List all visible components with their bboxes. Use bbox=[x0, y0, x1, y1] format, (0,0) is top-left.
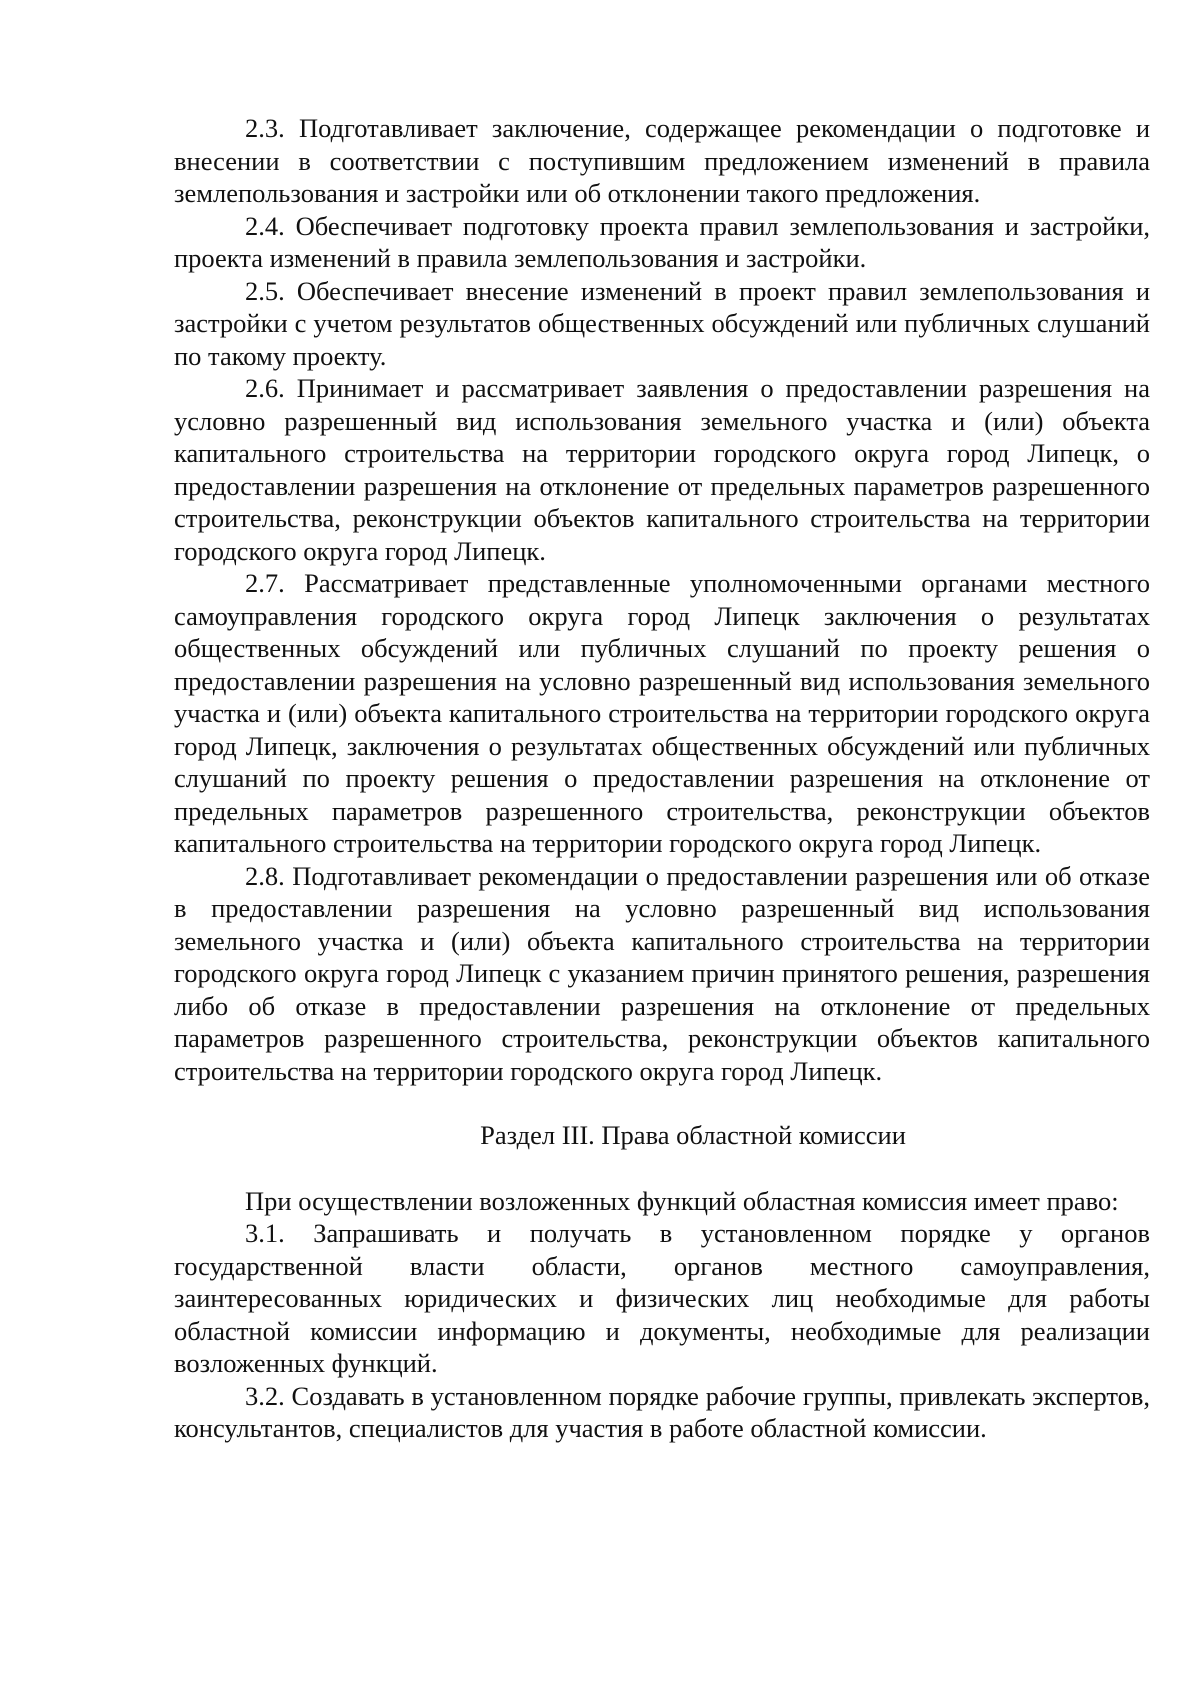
section-title: Раздел III. Права областной комиссии bbox=[480, 1120, 906, 1150]
paragraph-2-3: 2.3. Подготавливает заключение, содержащее рекомендации о подготовке и внесении в соответствии с поступившим предложением изменений в правила землепользования и застройки или об отклонении такого предложения. bbox=[174, 113, 1150, 208]
paragraph-2-8: 2.8. Подготавливает рекомендации о предоставлении разрешения или об отказе в предоставлении разрешения на условно разрешенный вид использования земельного участка и (или) объекта капитального строительства на территории городского округа город Липецк с указанием причин принятого решения, разрешения либо об отказе в предоставлении разрешения на отклонение от предельных параметров разрешенного строительства, реконструкции объектов капитального строительства на территории городского округа город Липецк. bbox=[174, 860, 1150, 1086]
paragraph-2-7: 2.7. Рассматривает представленные уполномоченными органами местного самоуправления городского округа город Липецк заключения о результатах общественных обсуждений или публичных слушаний по проекту решения о предоставлении разрешения на условно разрешенный вид использования земельного участка и (или) объекта капитального строительства на территории городского округа город Липецк, заключения о результатах общественных обсуждений или публичных слушаний по проекту решения о предоставлении разрешения на отклонение от предельных параметров разрешенного строительства, реконструкции объектов капитального строительства на территории городского округа город Липецк. bbox=[174, 568, 1150, 858]
paragraph-3-1: 3.1. Запрашивать и получать в установленном порядке у органов государственной власти области, органов местного самоуправления, заинтересованных юридических и физических лиц необходимые для работы областной комиссии информацию и документы, необходимые для реализации возложенных функций. bbox=[174, 1218, 1150, 1378]
document-page bbox=[174, 112, 1150, 1445]
paragraph-3-2: 3.2. Создавать в установленном порядке рабочие группы, привлекать экспертов, консультантов, специалистов для участия в работе областной комиссии. bbox=[174, 1380, 1150, 1443]
paragraph-section-intro: При осуществлении возложенных функций областная комиссия имеет право: bbox=[245, 1185, 1119, 1216]
paragraph-2-5: 2.5. Обеспечивает внесение изменений в проект правил землепользования и застройки с учетом результатов общественных обсуждений или публичных слушаний по такому проекту. bbox=[174, 275, 1150, 371]
paragraph-2-4: 2.4. Обеспечивает подготовку проекта правил землепользования и застройки, проекта изменений в правила землепользования и застройки. bbox=[174, 210, 1150, 273]
paragraph-2-6: 2.6. Принимает и рассматривает заявления о предоставлении разрешения на условно разрешенный вид использования земельного участка и (или) объекта капитального строительства на территории городского округа город Липецк, о предоставлении разрешения на отклонение от предельных параметров разрешенного строительства, реконструкции объектов капитального строительства на территории городского округа город Липецк. bbox=[174, 373, 1150, 566]
